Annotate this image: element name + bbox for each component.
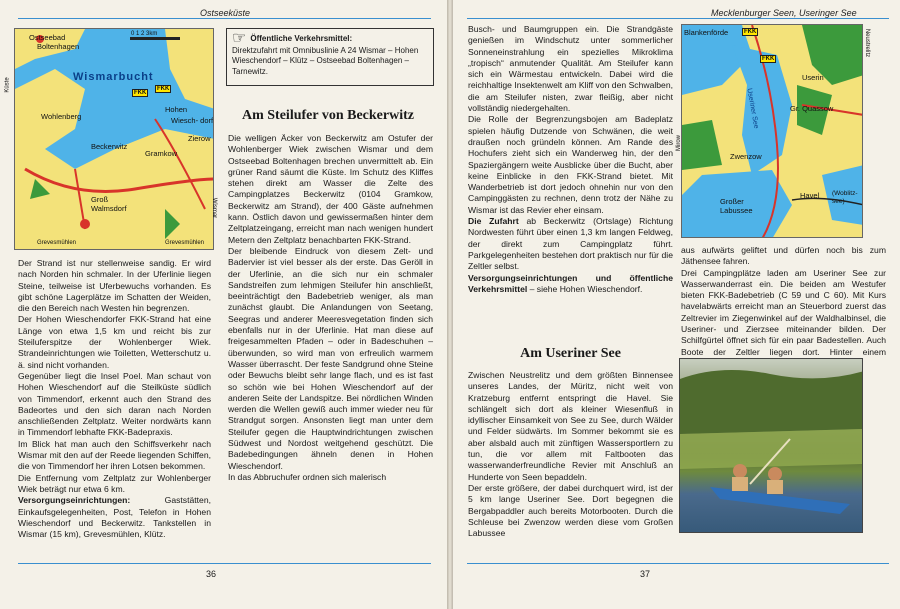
right-col1-vers-text: – siehe Hohen Wieschendorf. <box>527 283 643 294</box>
map-label-zierow: Zierow <box>188 134 211 143</box>
section-title-beckerwitz-wrap <box>222 108 434 128</box>
map-label-wismarbucht: Wismarbucht <box>73 71 154 83</box>
map-label-grevesmuehlen-right: Grevesmühlen <box>165 240 205 246</box>
map-label-fkk-r1: FKK <box>744 29 757 35</box>
left-col1 <box>18 258 211 540</box>
right-col2-text: aus aufwärts geliftet und dürfen noch bis zum Jäthensee fahren. Drei Campingplätze laden am Useriner See zur Wasserwanderrast ein. Die beiden am Westufer bieten FKK-Badebetrieb (C 59 und C 60). Mit Kurs havelabwärts erreicht man an Steuerbord zuerst das Zeltrevier im Ziegenwinkel auf der Waldhalbinsel, die Useriner- und Zierzsee miteinander bilden. Der Schilfgürtel öffnet sich für ein paar Badestellen. Auch Boote der Zeltler liegen dort. Hinter einem <box>681 245 886 357</box>
transport-title: Öffentliche Verkehrsmittel: <box>250 33 353 43</box>
right-page <box>453 0 900 609</box>
map-label-woblitz: (Woblitz- see) <box>832 190 858 205</box>
right-header: Mecklenburger Seen, Useringer See <box>711 8 857 18</box>
left-col2-text: Die welligen Äcker von Beckerwitz am Ostufer der Wohlenberger Wiek zwischen Wismar und dem Ostseebad Boltenhagen brechen unvermittelt ab. Ein grüner Rand säumt die Küste. Im Schutz des Kliffes stehen direkt am Wasser die Zelte des Campingplatzes Beckerwitz (0104 Gramkow, Beckerwitz am Strand), der 400 Gäste aufnehmen kann. Östlich davon und gewissermaßen hinter dem Zeltplatzeingang, erreicht man nach wenigen hundert Metern den Zeltplatz benachbarten FKK-Strand. Der bleibende Eindruck von diesem Zelt- und Badervier ist viel besser als der erste. Das Geröll in der Uferlinie, an die sich nur ein schmaler Sandstreifen zum lehmigen Steilufer hin anschließt, beeinträchtigt den Badebetrieb weniger, als man zunächst glaubt. Die Anlandungen von Seetang, Seegras und anderer Meeresvegetation finden sich ebenfalls nur in der Uferlinie. Hat man diese auf freigesammelten Pfaden – oder in Badeschuhen – überwunden, so wird man von erfreulich warmem Wasser überrascht. Der feste Sandgrund ohne Steine oder Bewuchs bleibt sehr lange flach, und es ist fast so schön wie bei Hohen Wieschendorf auf der anderen Seite der Landspitze. Bei nördlichen Winden werden die Wellen gewiß auch immer wieder neu für Strandgut sorgen. Ansonsten liegt man unter dem Steilufer gegen die Hauptwindrichtungen zwischen Südwest und Nordost weitgehend geschützt. Die Badebedingungen ähneln denen in Hohen Wieschendorf. In das Abbruchufer ordnen sich malerisch <box>228 133 433 482</box>
map-label-zwenzow: Zwenzow <box>730 152 762 161</box>
left-col1-supply <box>18 495 211 540</box>
right-col1-zufahrt-text: ab Beckerwitz (Ortslage) Richtung Nordwesten führt über einen 1,3 km langen Feldweg, der direkt zum Campingplatz führt. Parkgelegenheiten bestehen dort praktisch nur für die Zeltler selbst. <box>468 216 673 272</box>
map-label-neustrelitz: Neustrelitz <box>864 28 871 58</box>
section-title-useriner: Am Useriner See <box>520 346 621 361</box>
map-label-wohlenberg: Wohlenberg <box>41 112 82 121</box>
map-label-gross-walmsdorf: Groß Walmsdorf <box>91 195 127 213</box>
right-page-number: 37 <box>640 569 651 579</box>
map-label-useriner-see: Useriner See <box>745 87 760 130</box>
right-col1-zufahrt <box>468 216 673 272</box>
right-col1-text: Busch- und Baumgruppen ein. Die Strandgäste genießen im Windschutz unter sommerlicher Sonneneinstrahlung ein spezielles Mikroklima „tropisch“ anmutender Qualität. Am Steilufer kann sich ein Wärmestau entwickeln. Dabei wird die reichhaltige Insektenwelt am Kliff von den Schwalben, die am Steilufer nisten, zwar fleißig, aber nicht vollständig niedergehalten. Die Rolle der Begrenzungsbojen am Badeplatz spielen häufig Dutzende von Schwänen, die weit draußen noch gründeln können. Am Rande des Hochufers zieht sich ein Wanderweg hin, der den Spaziergängern weite Ausblicke über die Bucht, aber keine Einblicke in den FKK-Strand bietet. Mit Wanderbetrieb ist dort jedoch ohnehin nur von den Campinggästen zu rechnen, denn trotz der Nähe zu Wismar ist das Revier eher einsam. <box>468 24 673 215</box>
transport-text: Direktzufahrt mit Omnibuslinie A 24 Wismar – Hohen Wieschendorf – Klütz – Ostseebad Boltenhagen – Tarnewitz. <box>232 46 419 76</box>
map-label-fkk2: FKK <box>157 86 170 92</box>
map-label-kuste: Küste <box>4 77 11 93</box>
left-col2 <box>228 133 433 483</box>
map-label-blankenfoerde: Blankenförde <box>684 28 729 37</box>
map-label-grevesmuehlen-left: Grevesmühlen <box>37 240 77 246</box>
left-col1-text: Der Strand ist nur stellenweise sandig. Er wird nach Norden hin schmaler. In der Uferlinie liegen Steine, teilweise ist Uferbewuchs vorhanden. Es gibt schöne Lagerplätze im Schatten der Weiden, die den Bereich nach Westen hin begrenzen. Der Hohen Wieschendorfer FKK-Strand hat eine Länge von etwa 1,5 km und reicht bis zur Steiluferspitze der Wohlenberger Wiek. Strandeinrichtungen wie Toiletten, Wetterschutz u. ä. sind nicht vorhanden. Gegenüber liegt die Insel Poel. Man schaut von Hohen Wieschendorf auf die Steilküste südlich von Timmendorf, erkennt auch den Strand des Badeortes und den sich daran nach Norden anschließenden Zeltplatz. Weiter nordwärts kann in Timmendorf lebhafte FKK-Badepraxis. Im Blick hat man auch den Schiffsverkehr nach Wismar mit den auf der Reede liegenden Schiffen, die von Timmendorf her ihren Lotsen bekommen. Die Entfernung vom Zeltplatz zur Wohlenberger Wiek beträgt nur etwa 6 km. <box>18 258 211 494</box>
map-label-userin: Userin <box>802 73 824 82</box>
map-label-ostseebad: Ostseebad <box>29 33 66 42</box>
left-page-number: 36 <box>206 569 217 579</box>
map-label-gr-quassow: Gr. Quassow <box>790 104 834 113</box>
right-col1-bottom-text: Zwischen Neustrelitz und dem größten Binnensee unseres Landes, der Müritz, nicht weit von Kratzeburg entfernt entspringt die Havel. Sie schlängelt sich dort als kleiner Wiesenfluß in idyllischer Einsamkeit von See zu See, durch Wälder und Felder südwärts. Im Sommer bekommt sie es aber alsbald auch mit zünftigen Wassersportlern zu tun, die vor allem mit Faltbooten das wasserwanderfreundliche Revier mit Anschluß an Hunderte von Seen bepaddeln. Der erste größere, der dabei durchquert wird, ist der 5 km lange Useriner See. Dort begegnen die Bergabpaddler auch bereits Motorbooten. Durch die Schleuse bei Zwenzow werden diese vom Großen Labussee <box>468 370 673 539</box>
map-label-fkk-r2: FKK <box>762 56 775 62</box>
section-title-useriner-wrap <box>468 346 673 366</box>
map-label-mirow: Mirow <box>676 135 682 151</box>
canoe-photo-graphic <box>680 359 863 533</box>
pointing-hand-icon: ☞ <box>232 30 247 47</box>
map-label-gramkow: Gramkow <box>145 149 178 158</box>
right-col1-bottom <box>468 370 673 539</box>
right-footer-rule <box>467 563 889 564</box>
left-header: Ostseeküste <box>200 8 251 18</box>
right-col1-vers <box>468 273 673 296</box>
map-wismarbucht-graphic <box>15 29 214 250</box>
right-header-rule <box>467 8 889 19</box>
map-label-havel: Havel <box>800 191 820 200</box>
right-col2 <box>681 245 886 369</box>
map-wismarbucht <box>14 28 214 250</box>
left-footer-rule <box>18 563 431 564</box>
canoe-photo <box>679 358 863 533</box>
map-label-scale: 0 1 2 3km <box>131 31 158 37</box>
transport-info-box <box>226 28 434 86</box>
left-col1-supply-label: Versorgungseinrichtungen: <box>18 495 131 506</box>
right-col1-zufahrt-label: Die Zufahrt <box>468 216 519 227</box>
left-page <box>0 0 447 609</box>
map-useriner-see <box>681 24 863 238</box>
map-label-wieschendorf: Wiesch- dorf <box>171 116 214 125</box>
map-label-grosser-labussee: Großer Labussee <box>720 197 753 215</box>
map-label-wismar: Wismar <box>211 197 218 219</box>
map-label-hohen: Hohen <box>165 105 188 114</box>
left-header-rule <box>18 8 431 19</box>
map-label-boltenhagen: Boltenhagen <box>37 42 80 51</box>
right-col1-vers-label: Versorgungseinrichtungen und öffentliche Verkehrsmittel <box>468 272 673 294</box>
map-label-beckerwitz: Beckerwitz <box>91 142 128 151</box>
right-col1 <box>468 24 673 295</box>
section-title-beckerwitz: Am Steilufer von Beckerwitz <box>242 108 414 123</box>
left-col1-supply-text: Gaststätten, Einkaufsgelegenheiten, Post, Telefon in Hohen Wieschendorf und Beckerwitz. Tankstellen in Wismar (15 km), Grevesmühlen, Klütz. <box>18 495 211 540</box>
map-label-fkk1: FKK <box>134 90 147 96</box>
